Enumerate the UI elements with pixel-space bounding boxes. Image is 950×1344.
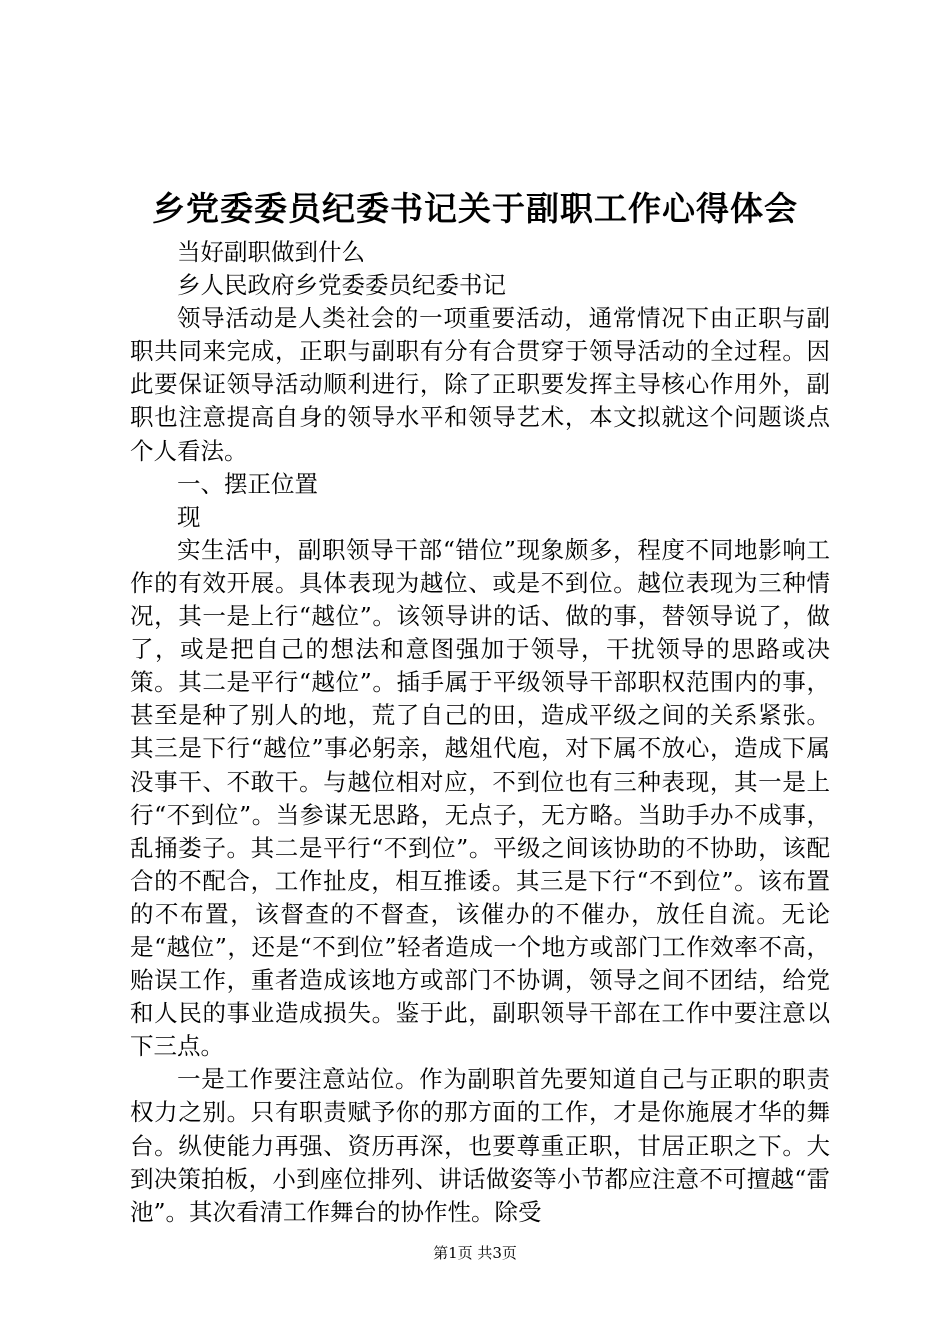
body-paragraph: 实生活中，副职领导干部“错位”现象颇多，程度不同地影响工作的有效开展。具体表现为越位、或是不到位。越位表现为三种情况，其一是上行“越位”。该领导讲的话、做的事，替领导说了，做了，或是把自己的想法和意图强加于领导，干扰领导的思路或决策。其二是平行“越位”。插手属于平级领导干部职权范围内的事，甚至是种了别人的地，荒了自己的田，造成平级之间的关系紧张。其三是下行“越位”事必躬亲，越俎代庖，对下属不放心，造成下属没事干、不敢干。与越位相对应，不到位也有三种表现，其一是上行“不到位”。当参谋无思路，无点子，无方略。当助手办不成事，乱捅娄子。其二是平行“不到位”。平级之间该协助的不协助，该配合的不配合，工作扯皮，相互推诿。其三是下行“不到位”。该布置的不布置，该督查的不督查，该催办的不催办，放任自流。无论是“越位”，还是“不到位”轻者造成一个地方或部门工作效率不高，贻误工作，重者造成该地方或部门不协调，领导之间不团结，给党和人民的事业造成损失。鉴于此，副职领导干部在工作中要注意以下三点。 [130, 535, 830, 1061]
body-paragraph: 现 [177, 502, 201, 531]
author-paragraph: 乡人民政府乡党委委员纪委书记 [177, 271, 506, 300]
subtitle-paragraph: 当好副职做到什么 [177, 238, 365, 266]
page-footer: 第1页 共3页 [433, 1244, 517, 1262]
section-heading: 一、摆正位置 [177, 469, 318, 498]
document-body [130, 236, 830, 1229]
body-paragraph: 一是工作要注意站位。作为副职首先要知道自己与正职的职责权力之别。只有职责赋予你的那方面的工作，才是你施展才华的舞台。纵使能力再强、资历再深，也要尊重正职，甘居正职之下。大到决策拍板，小到座位排列、讲话做姿等小节都应注意不可擅越“雷池”。其次看清工作舞台的协作性。除受 [130, 1065, 830, 1226]
document-title: 乡党委委员纪委书记关于副职工作心得体会 [152, 189, 798, 228]
body-paragraph: 领导活动是人类社会的一项重要活动，通常情况下由正职与副职共同来完成，正职与副职有分有合贯穿于领导活动的全过程。因此要保证领导活动顺利进行，除了正职要发挥主导核心作用外，副职也注意提高自身的领导水平和领导艺术，本文拟就这个问题谈点个人看法。 [130, 304, 830, 465]
